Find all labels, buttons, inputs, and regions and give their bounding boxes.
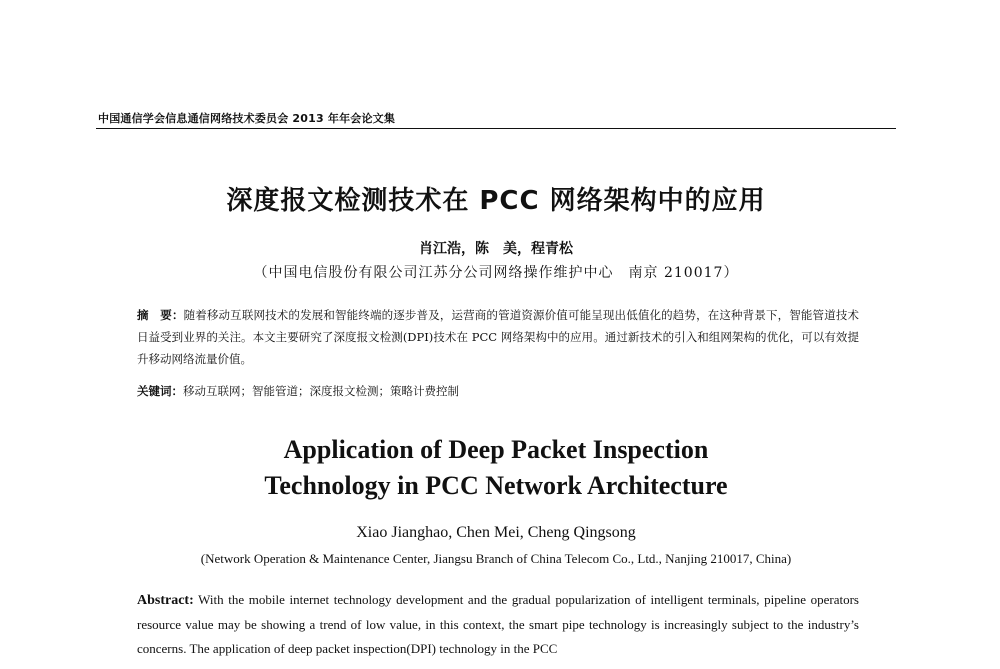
chinese-authors: 肖江浩，陈 美，程青松 [419,241,573,257]
english-abstract-text: With the mobile internet technology development and the gradual popularization of intelligent terminals, pipeline operators resource value may be showing a trend of low value, in this context, the smart pipe technology is increasingly subject to the industry’s concerns. The application of deep packet inspection(DPI) technology in the PCC [137,592,859,656]
chinese-abstract [137,304,859,370]
english-title-line-2: Technology in PCC Network Architecture [264,471,728,500]
chinese-keywords-text: 移动互联网；智能管道；深度报文检测；策略计费控制 [183,384,459,398]
chinese-affiliation: （中国电信股份有限公司江苏分公司网络操作维护中心 南京 210017） [253,265,739,281]
english-title-line-1: Application of Deep Packet Inspection [283,435,709,464]
chinese-keywords-label: 关键词： [137,384,183,398]
english-abstract [137,588,859,661]
chinese-abstract-label: 摘 要： [137,308,184,322]
chinese-keywords [137,382,859,400]
english-title [96,432,896,504]
english-affiliation: (Network Operation & Maintenance Center, Jiangsu Branch of China Telecom Co., Ltd., Nanjing 210017, China) [200,551,792,566]
english-abstract-label: Abstract: [137,593,194,608]
english-authors: Xiao Jianghao, Chen Mei, Cheng Qingsong [356,524,636,541]
chinese-title: 深度报文检测技术在 PCC 网络架构中的应用 [226,186,766,216]
chinese-abstract-text: 随着移动互联网技术的发展和智能终端的逐步普及，运营商的管道资源价值可能呈现出低值化的趋势，在这种背景下，智能管道技术日益受到业界的关注。本文主要研究了深度报文检测(DPI)技术在 PCC 网络架构中的应用。通过新技术的引入和组网架构的优化，可以有效提升移动网络流量价值。 [137,308,859,366]
header-rule [96,128,896,129]
running-head: 中国通信学会信息通信网络技术委员会 2013 年年会论文集 [98,112,396,125]
